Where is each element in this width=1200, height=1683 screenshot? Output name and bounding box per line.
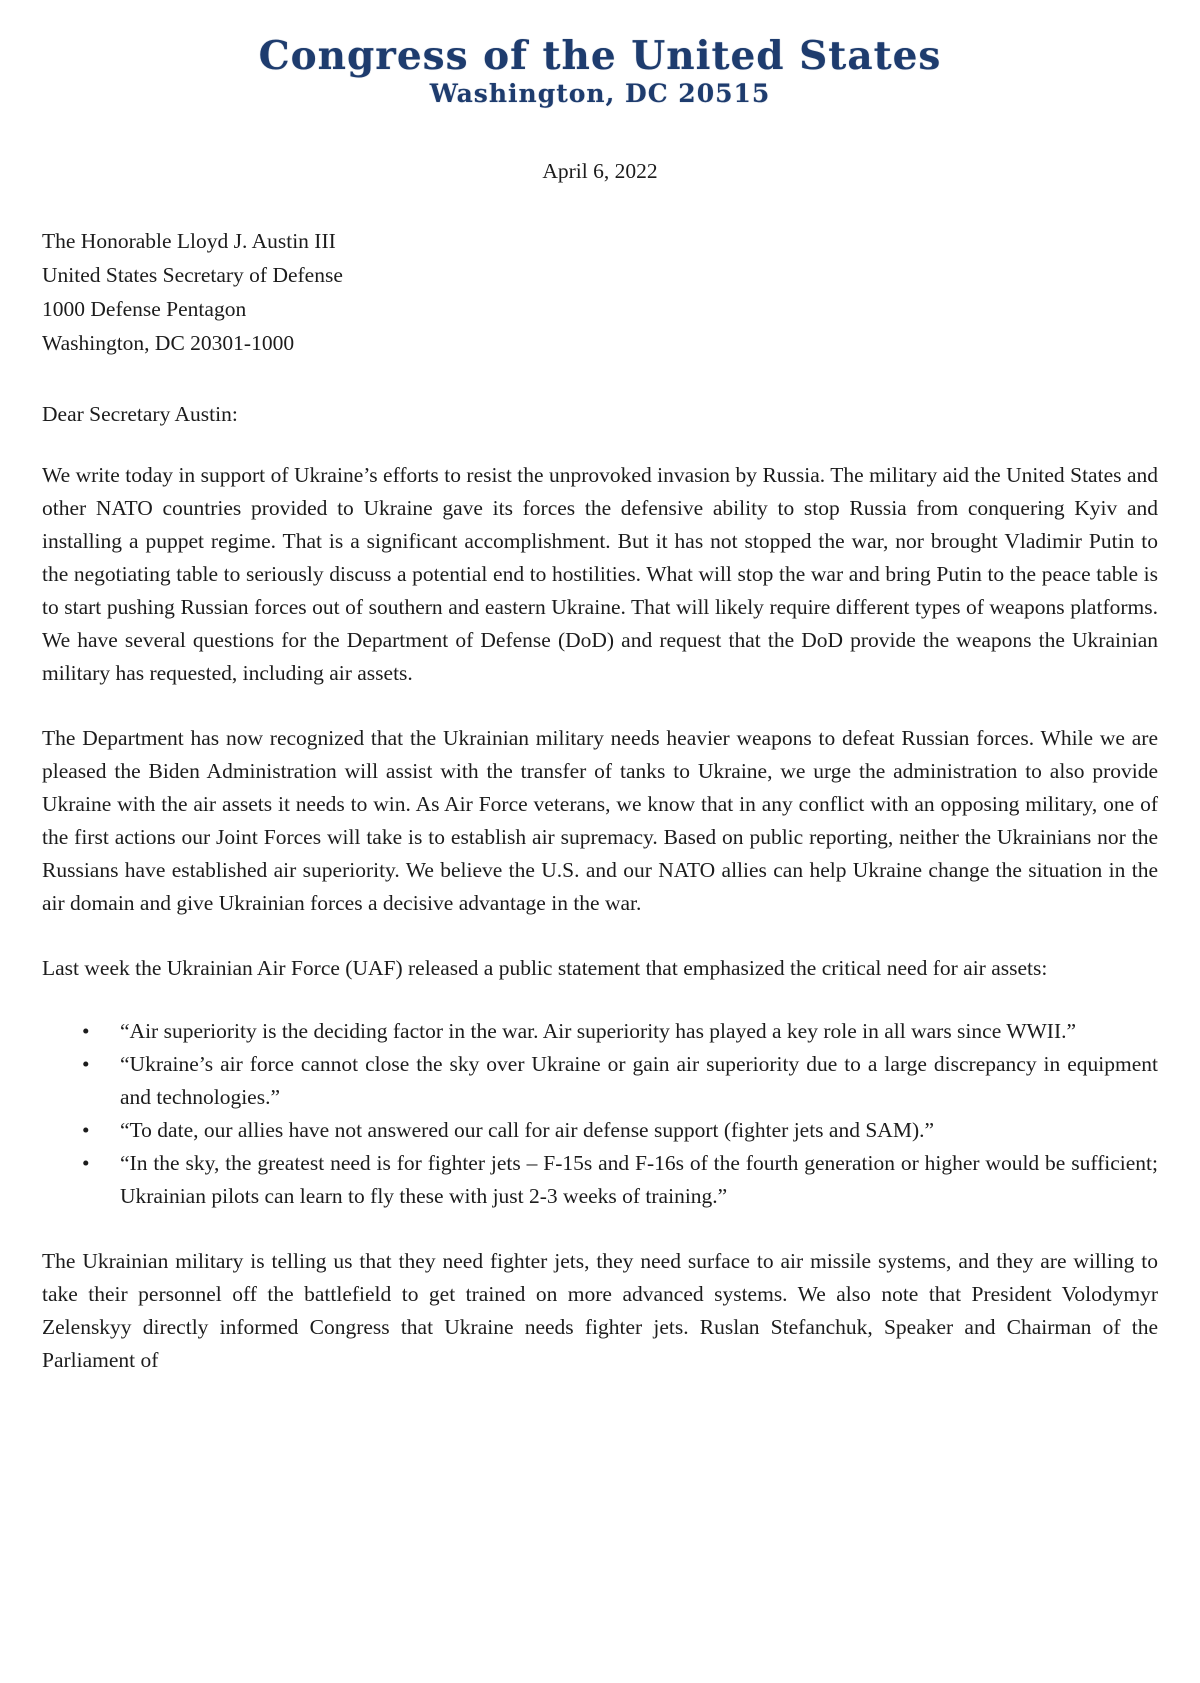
recipient-city: Washington, DC 20301-1000: [42, 331, 295, 355]
paragraph-uaf-statement-intro: Last week the Ukrainian Air Force (UAF) released a public statement that emphasized the critical need for air assets:: [42, 956, 1048, 980]
recipient-name: The Honorable Lloyd J. Austin III: [42, 229, 336, 253]
bullet-close-the-sky: • “Ukraine’s air force cannot close the sky over Ukraine or gain air superiority due to a large discrepancy in equipment and technologies.”: [82, 1048, 1158, 1114]
recipient-title: United States Secretary of Defense: [42, 263, 343, 287]
bullet-allies-support: • “To date, our allies have not answered our call for air defense support (fighter jets and SAM).”: [82, 1114, 1158, 1147]
letterhead: [42, 34, 1158, 109]
uaf-quote-list: [42, 1015, 1158, 1213]
recipient-block: [42, 224, 1158, 360]
bullet-air-superiority: • “Air superiority is the deciding factor in the war. Air superiority has played a key role in all wars since WWII.”: [82, 1015, 1158, 1048]
bullet-fighter-jets: • “In the sky, the greatest need is for fighter jets – F-15s and F-16s of the fourth generation or higher would be sufficient; Ukrainian pilots can learn to fly these with just 2-3 weeks of training.”: [82, 1147, 1158, 1213]
letterhead-address: Washington, DC 20515: [429, 79, 771, 108]
letterhead-title: Congress of the United States: [258, 33, 942, 79]
letter-date: April 6, 2022: [542, 159, 658, 183]
paragraph-support-ukraine: We write today in support of Ukraine’s efforts to resist the unprovoked invasion by Russia. The military aid the United States and other NATO countries provided to Ukraine gave its forces the defensive ability to stop Russia from conquering Kyiv and installing a puppet regime. That is a significant accomplishment. But it has not stopped the war, nor brought Vladimir Putin to the negotiating table to seriously discuss a potential end to hostilities. What will stop the war and bring Putin to the peace table is to start pushing Russian forces out of southern and eastern Ukraine. That will likely require different types of weapons platforms. We have several questions for the Department of Defense (DoD) and request that the DoD provide the weapons the Ukrainian military has requested, including air assets.: [42, 463, 1158, 685]
paragraph-air-assets: The Department has now recognized that the Ukrainian military needs heavier weapons to defeat Russian forces. While we are pleased the Biden Administration will assist with the transfer of tanks to Ukraine, we urge the administration to also provide Ukraine with the air assets it needs to win. As Air Force veterans, we know that in any conflict with an opposing military, one of the first actions our Joint Forces will take is to establish air supremacy. Based on public reporting, neither the Ukrainians nor the Russians have established air superiority. We believe the U.S. and our NATO allies can help Ukraine change the situation in the air domain and give Ukrainian forces a decisive advantage in the war.: [42, 726, 1158, 915]
recipient-street: 1000 Defense Pentagon: [42, 297, 247, 321]
paragraph-closing: The Ukrainian military is telling us that they need fighter jets, they need surface to air missile systems, and they are willing to take their personnel off the battlefield to get trained on more advanced systems. We also note that President Volodymyr Zelenskyy directly informed Congress that Ukraine needs fighter jets. Ruslan Stefanchuk, Speaker and Chairman of the Parliament of: [42, 1249, 1158, 1372]
salutation: Dear Secretary Austin:: [42, 402, 238, 426]
